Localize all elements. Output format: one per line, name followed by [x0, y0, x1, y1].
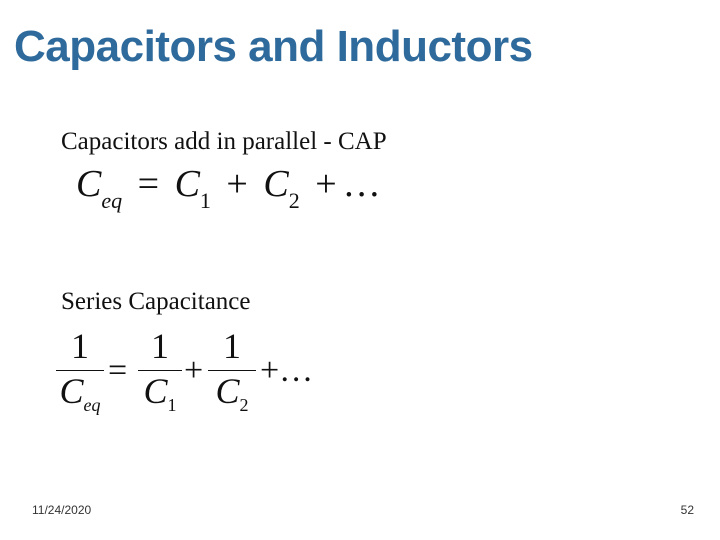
footer-date: 11/24/2020	[32, 503, 92, 517]
slide-title: Capacitors and Inductors	[14, 22, 533, 71]
plus-sign: +	[184, 352, 204, 389]
c1-subscript: 1	[167, 395, 177, 415]
series-caption: Series Capacitance	[61, 288, 251, 315]
fraction-numerator: 1	[151, 326, 169, 366]
fraction-numerator: 1	[71, 326, 89, 366]
c1-subscript: 1	[199, 188, 211, 213]
c2-subscript: 2	[288, 188, 300, 213]
c2-symbol: C	[263, 163, 289, 205]
fraction-1-over-c1	[138, 326, 182, 415]
plus-sign: +	[226, 163, 248, 205]
parallel-capacitance-equation	[76, 163, 381, 213]
ellipsis: …	[342, 163, 381, 205]
fraction-numerator: 1	[223, 326, 241, 366]
plus-sign: +	[315, 163, 337, 205]
equals-sign: =	[137, 163, 160, 205]
fraction-denominator	[208, 371, 256, 415]
c-eq-symbol: C	[59, 371, 84, 411]
c1-symbol: C	[143, 371, 168, 411]
fraction-denominator	[138, 371, 182, 415]
c-eq-subscript: eq	[101, 188, 123, 213]
plus-ellipsis: +…	[260, 352, 314, 389]
parallel-caption: Capacitors add in parallel - CAP	[61, 128, 387, 155]
fraction-1-over-ceq	[56, 326, 104, 415]
fraction-1-over-c2	[208, 326, 256, 415]
c2-symbol: C	[215, 371, 240, 411]
c2-subscript: 2	[239, 395, 249, 415]
fraction-denominator	[56, 371, 104, 415]
c1-symbol: C	[174, 163, 200, 205]
equals-sign: =	[108, 352, 128, 389]
c-eq-symbol: C	[76, 163, 102, 205]
page-number: 52	[680, 503, 694, 517]
c-eq-subscript: eq	[83, 395, 101, 415]
